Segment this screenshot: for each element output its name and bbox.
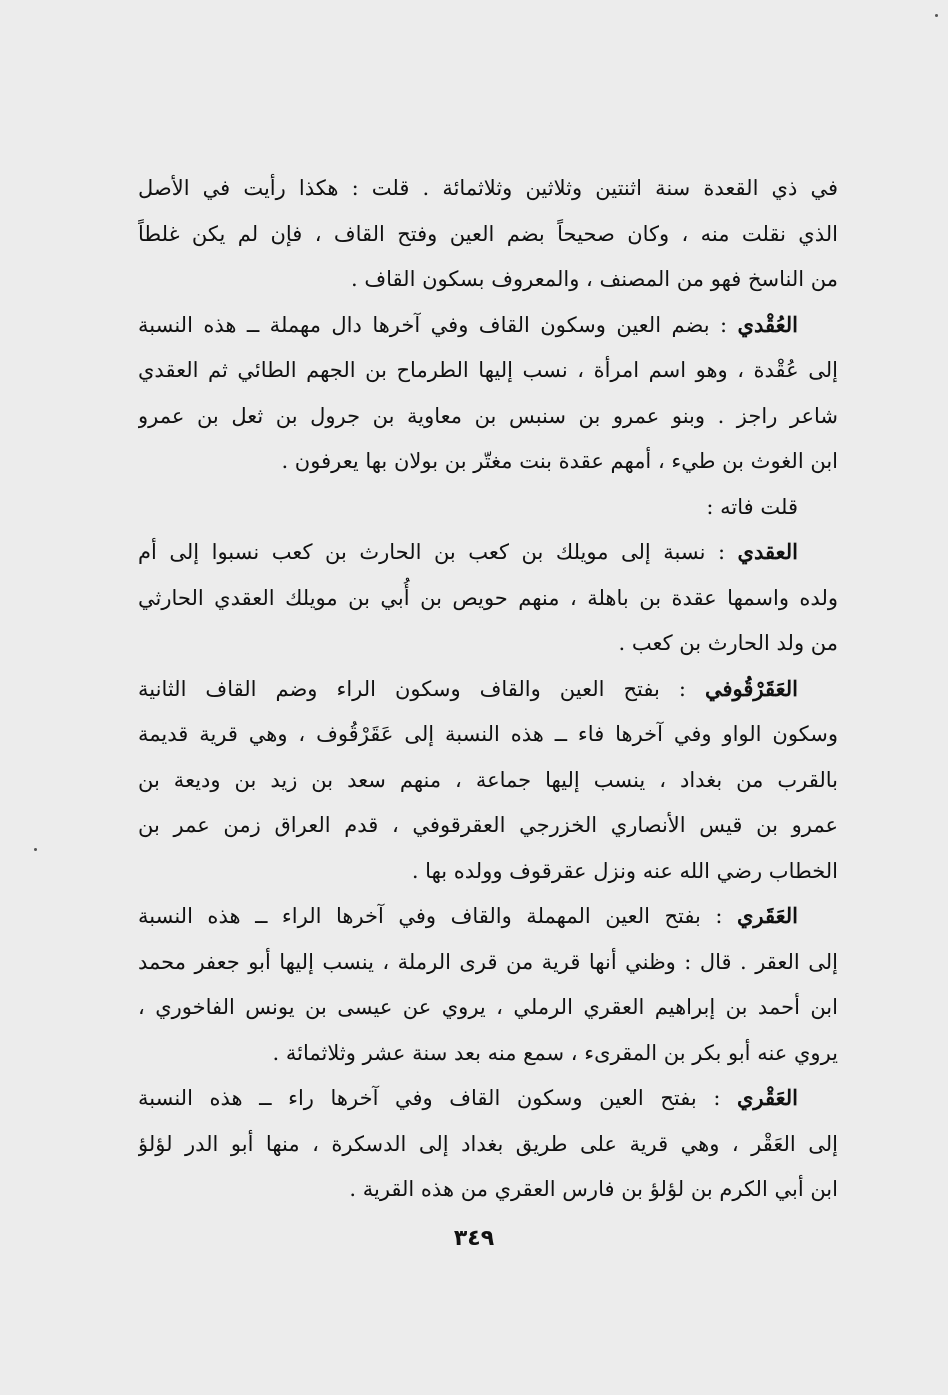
text-line: [138, 620, 838, 666]
line-text: ابن الغوث بن طيء ، أمهم عقدة بنت مغتّر بن بولان بها يعرفون .: [281, 449, 838, 473]
text-line: [138, 848, 838, 894]
entry-term: العُقْدي: [737, 311, 798, 337]
line-text: إلى العقر . قال : وظني أنها قرية من قرى الرملة ، ينسب إليها أبو جعفر محمد: [138, 949, 838, 974]
note-line: [138, 484, 838, 530]
text-line: [138, 984, 838, 1030]
entry-first-line: [138, 893, 838, 939]
line-text: شاعر راجز . وبنو عمرو بن سنبس بن معاوية بن جرول بن ثعل بن عمرو: [138, 403, 838, 428]
text-line: [138, 211, 838, 257]
entry-term: العَقْري: [736, 1085, 798, 1110]
line-text: الذي نقلت منه ، وكان صحيحاً بضم العين وفتح القاف ، فإن لم يكن غلطاً: [138, 221, 838, 246]
entry-first-line: [138, 666, 838, 712]
line-text: ولده واسمها عقدة بن باهلة ، منهم حويص بن أُبي بن مويلك العقدي الحارثي: [138, 585, 838, 610]
text-line: [138, 1166, 838, 1212]
line-text: : بفتح العين والقاف وسكون الراء وضم القاف الثانية: [138, 676, 705, 701]
line-text: إلى عُقْدة ، وهو اسم امرأة ، نسب إليها الطرماح بن الجهم الطائي ثم العقدي: [138, 358, 838, 382]
text-line: [138, 802, 838, 848]
line-text: ابن أبي الكرم بن لؤلؤ بن فارس العقري من هذه القرية .: [349, 1177, 838, 1201]
paper-speck: [34, 848, 37, 851]
line-text: إلى العَقْر ، وهي قرية على طريق بغداد إلى الدسكرة ، منها أبو الدر لؤلؤ: [138, 1131, 838, 1156]
text-line: [138, 347, 838, 393]
line-text: من الناسخ فهو من المصنف ، والمعروف بسكون القاف .: [351, 267, 838, 291]
line-text: قلت فاته :: [706, 494, 798, 519]
line-text: الخطاب رضي الله عنه ونزل عقرقوف وولده بها .: [411, 858, 838, 883]
body-text: [138, 165, 838, 1212]
text-line: [138, 939, 838, 985]
line-text: : بفتح العين وسكون القاف وفي آخرها راء ــ هذه النسبة: [138, 1086, 737, 1110]
text-line: [138, 165, 838, 211]
line-text: عمرو بن قيس الأنصاري الخزرجي العقرقوفي ، قدم العراق زمن عمر بن: [138, 813, 838, 837]
line-text: وسكون الواو وفي آخرها فاء ــ هذه النسبة إلى عَقَرْقُوف ، وهي قرية قديمة: [138, 722, 838, 746]
entry-first-line: [138, 1075, 838, 1121]
text-line: [138, 711, 838, 757]
text-line: [138, 256, 838, 302]
line-text: يروي عنه أبو بكر بن المقرىء ، سمع منه بعد سنة عشر وثلاثمائة .: [272, 1040, 838, 1065]
line-text: : بفتح العين المهملة والقاف وفي آخرها الراء ــ هذه النسبة: [138, 904, 737, 928]
line-text: : بضم العين وسكون القاف وفي آخرها دال مهملة ــ هذه النسبة: [138, 312, 738, 337]
line-text: : نسبة إلى مويلك بن كعب بن الحارث بن كعب نسبوا إلى أم: [138, 540, 738, 564]
entry-term: العَقَري: [736, 903, 798, 928]
line-text: في ذي القعدة سنة اثنتين وثلاثين وثلاثمائة . قلت : هكذا رأيت في الأصل: [138, 176, 838, 200]
line-text: من ولد الحارث بن كعب .: [618, 631, 838, 655]
entry-term: العقدي: [737, 539, 798, 564]
text-line: [138, 575, 838, 621]
text-line: [138, 438, 838, 484]
entry-first-line: [138, 302, 838, 348]
text-line: [138, 393, 838, 439]
line-text: بالقرب من بغداد ، ينسب إليها جماعة ، منهم سعد بن زيد بن وديعة بن: [138, 767, 838, 792]
line-text: ابن أحمد بن إبراهيم العقري الرملي ، يروي عن عيسى بن يونس الفاخوري ،: [138, 995, 838, 1019]
text-line: [138, 1030, 838, 1076]
text-line: [138, 1121, 838, 1167]
paper-speck: [935, 14, 938, 17]
entry-first-line: [138, 529, 838, 575]
entry-term: العَقَرْقُوفي: [704, 675, 798, 701]
text-line: [138, 757, 838, 803]
page-number: ٣٤٩: [453, 1226, 495, 1251]
